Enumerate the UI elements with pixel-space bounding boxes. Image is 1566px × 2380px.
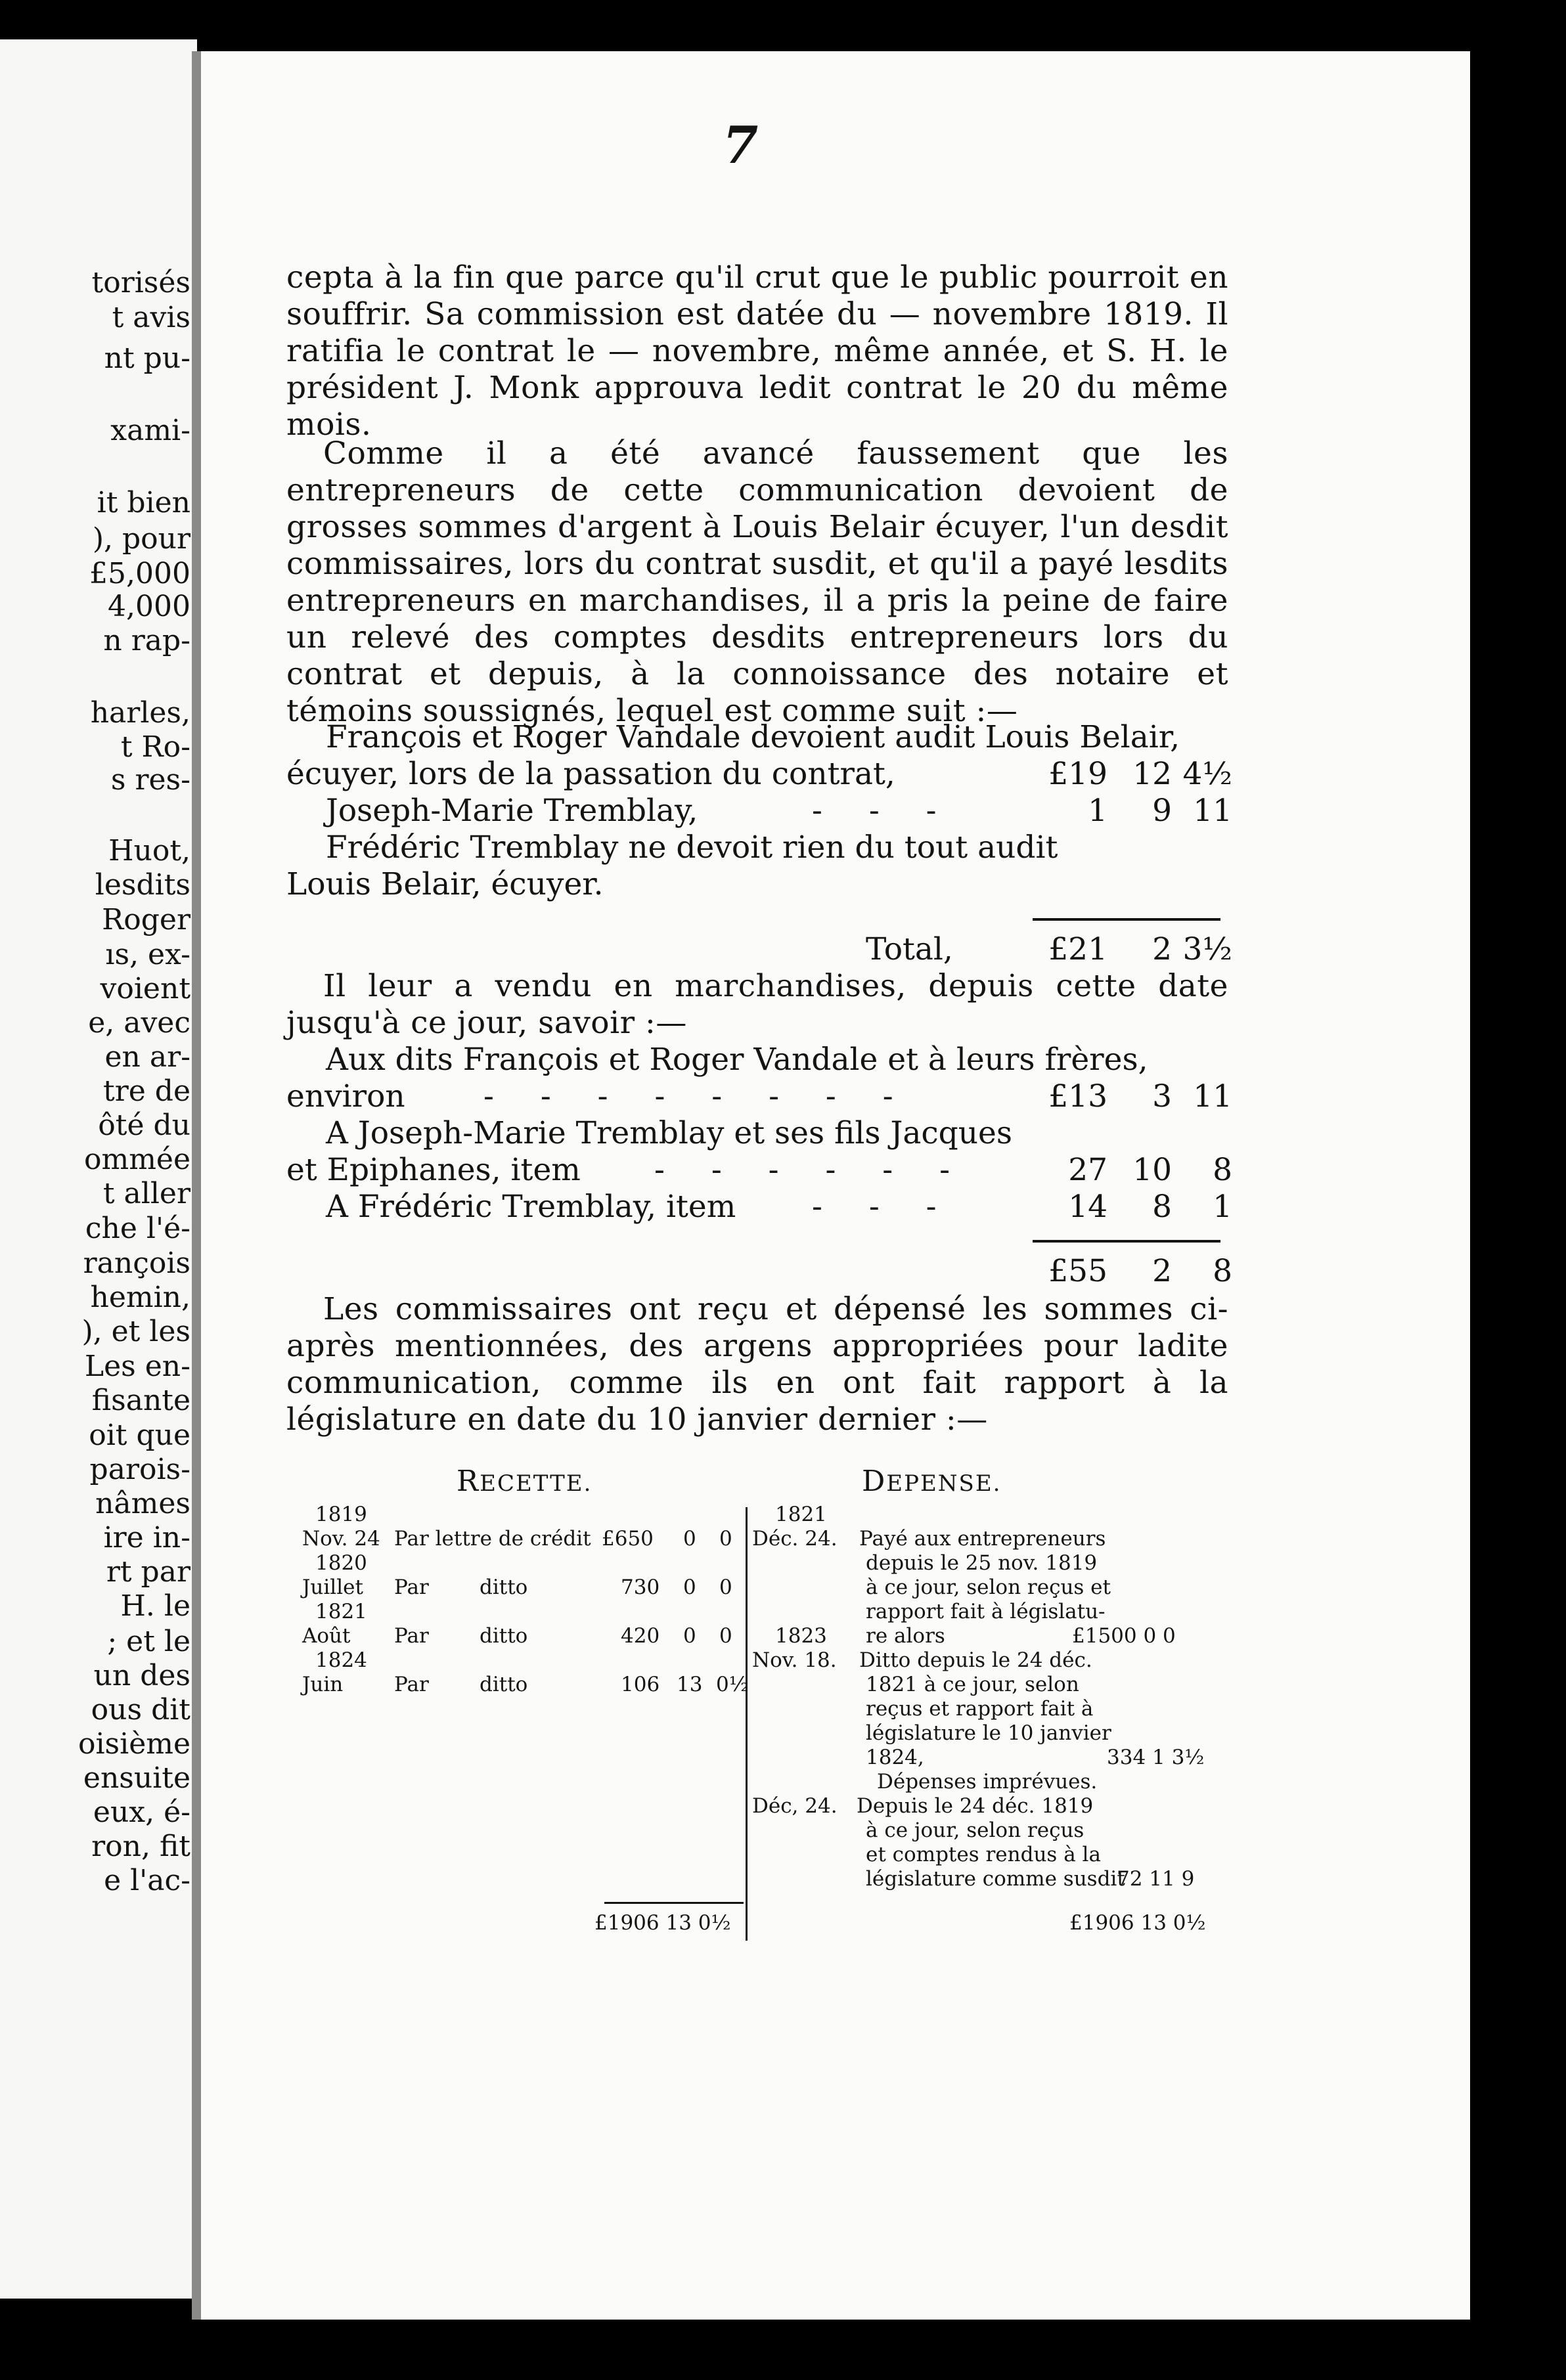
facing-page-line: harles, [90, 696, 190, 730]
body-paragraph-1: cepta à la fin que parce qu'il crut que le public pourroit en souffrir. Sa commission est datée du — novembre 1819. Il ratifia le contrat le — novembre, même année, et S. H. le président J. Monk approuva ledit contrat le 20 du même mois. [286, 259, 1228, 443]
recette-pounds: 420 [621, 1624, 660, 1648]
depense-entry-text: depuis le 25 nov. 1819 [866, 1551, 1098, 1575]
depense-entry-text: et comptes rendus à la [866, 1843, 1101, 1866]
page-number: 7 [723, 116, 759, 175]
facing-page-line: ensuite [83, 1761, 190, 1795]
facing-page-line: che l'é- [85, 1212, 190, 1245]
depense-amount: 334 1 3½ [1107, 1746, 1205, 1769]
recette-shillings: 13 [677, 1673, 703, 1696]
depense-entry-text: Depuis le 24 déc. 1819 [857, 1794, 1094, 1818]
depense-entry-text: à ce jour, selon reçus [866, 1818, 1085, 1842]
depense-entry-text: rapport fait à législatu- [866, 1600, 1106, 1623]
depense-entry-text: reçus et rapport fait à [866, 1697, 1094, 1721]
depense-amount: £1500 0 0 [1072, 1624, 1176, 1648]
recette-pence: 0 [719, 1624, 732, 1648]
facing-page-line: ), pour [92, 522, 190, 556]
facing-page-line: ıs, ex- [105, 938, 190, 971]
depense-entry-text: Payé aux entrepreneurs [859, 1527, 1106, 1551]
facing-page-line: hemin, [90, 1281, 190, 1314]
body-paragraph-2: Comme il a été avancé faussement que les entrepreneurs de cette communication devoient de grosses sommes d'argent à Louis Belair écuyer, l'un desdit commissaires, lors du contrat susdit, et qu'il a payé lesdits entrepreneurs en marchandises, il a pris la peine de faire un relevé des comptes desdits entrepreneurs lors du contrat et depuis, à la connoissance des notaire et témoins soussignés, lequel est comme suit :— [286, 435, 1228, 729]
total-rule [1033, 918, 1220, 921]
depense-heading: DEPENSE. [862, 1465, 1002, 1498]
recette-shillings: 0 [683, 1527, 696, 1551]
facing-page-line: voient [100, 972, 190, 1005]
depense-date: Déc. 24. [752, 1527, 838, 1551]
facing-page-line: torisés [91, 266, 190, 299]
recette-date: Juin [302, 1673, 344, 1696]
facing-page-line: t aller [102, 1177, 190, 1210]
recette-desc: Par [394, 1624, 429, 1648]
body-paragraph-3: Les commissaires ont reçu et dépensé les sommes ci-après mentionnées, des argens appropriées pour ladite communication, comme ils en ont fait rapport à la législature en date du 10 janvier dernier :— [286, 1291, 1228, 1438]
facing-page-line: ire in- [103, 1521, 190, 1554]
facing-page-line: Huot, [108, 834, 190, 868]
sales-total-rule [1033, 1240, 1220, 1243]
recette-pounds: 730 [621, 1576, 660, 1599]
recette-total-rule [604, 1902, 744, 1904]
depense-year: 1821 [775, 1503, 827, 1526]
facing-page-line: e, avec [88, 1006, 190, 1040]
depense-entry-text: re alors [866, 1624, 945, 1648]
facing-page-line: tre de [103, 1074, 190, 1108]
recette-total: £1906 13 0½ [594, 1911, 731, 1935]
depense-entry-text: législature comme susdit [866, 1867, 1125, 1891]
facing-page-line: nâmes [95, 1487, 190, 1520]
depense-amount: 72 11 9 [1117, 1867, 1195, 1891]
facing-page-line: oisième [78, 1727, 190, 1761]
facing-page-line: 4,000 [108, 590, 190, 623]
facing-page [0, 39, 197, 2299]
facing-page-line: ôté du [98, 1109, 190, 1142]
facing-page-line: fisante [91, 1384, 190, 1417]
facing-page-line: t avis [112, 301, 190, 334]
recette-heading: RECETTE. [457, 1465, 593, 1498]
recette-pence: 0 [719, 1576, 732, 1599]
facing-page-line: ron, fit [91, 1830, 190, 1863]
depense-date: Nov. 18. [752, 1648, 837, 1672]
facing-page-line: n rap- [103, 624, 190, 657]
recette-year: 1820 [315, 1551, 367, 1575]
facing-page-line: xami- [110, 414, 190, 447]
recette-ditto: ditto [480, 1624, 528, 1648]
recette-date: Nov. 24 [302, 1527, 380, 1551]
recette-date: Août [302, 1624, 351, 1648]
depense-entry-text: 1824, [866, 1746, 924, 1769]
recette-year: 1824 [315, 1648, 367, 1672]
page-gutter-shadow [192, 51, 201, 2320]
facing-page-line: t Ro- [120, 730, 190, 764]
depense-entry-text: à ce jour, selon reçus et [866, 1576, 1111, 1599]
facing-page-line: rançois [83, 1246, 190, 1280]
recette-year: 1819 [315, 1503, 367, 1526]
recette-pounds: 106 [621, 1673, 660, 1696]
recette-date: Juillet [302, 1576, 363, 1599]
facing-page-line: £5,000 [89, 557, 190, 590]
facing-page-line: parois- [89, 1453, 190, 1486]
recette-ditto: ditto [480, 1673, 528, 1696]
facing-page-line: s res- [110, 763, 190, 797]
depense-total: £1906 13 0½ [1069, 1911, 1206, 1935]
facing-page-line: ), et les [81, 1315, 190, 1348]
facing-page-line: Roger [102, 903, 190, 937]
recette-desc: Par [394, 1673, 429, 1696]
recette-year: 1821 [315, 1600, 367, 1623]
recette-shillings: 0 [683, 1576, 696, 1599]
sales-intro: Il leur a vendu en marchandises, depuis cette date jusqu'à ce jour, savoir :— [286, 968, 1228, 1041]
depense-year: 1823 [775, 1624, 827, 1648]
facing-page-line: lesdits [95, 868, 190, 902]
facing-page-line: un des [93, 1659, 190, 1692]
facing-page-line: H. le [120, 1589, 190, 1623]
facing-page-line: ; et le [107, 1625, 190, 1658]
recette-desc: Par [394, 1576, 429, 1599]
facing-page-line: rt par [106, 1555, 190, 1589]
facing-page-line: Les en- [84, 1350, 190, 1383]
depense-entry-text: législature le 10 janvier [866, 1721, 1111, 1745]
facing-page-line: e l'ac- [104, 1864, 190, 1897]
depense-entry-text: Ditto depuis le 24 déc. [859, 1648, 1092, 1672]
facing-page-line: nt pu- [104, 342, 190, 375]
recette-pence: 0½ [716, 1673, 749, 1696]
recette-pence: 0 [719, 1527, 732, 1551]
recette-pounds: £650 [602, 1527, 654, 1551]
facing-page-line: it bien [97, 486, 190, 519]
depense-date: Déc, 24. [752, 1794, 838, 1818]
recette-desc: Par lettre de crédit [394, 1527, 591, 1551]
depense-entry-text: 1821 à ce jour, selon [866, 1673, 1079, 1696]
recette-ditto: ditto [480, 1576, 528, 1599]
depense-note: Dépenses imprévues. [877, 1770, 1098, 1794]
facing-page-line: ous dit [91, 1693, 190, 1727]
facing-page-line: oit que [89, 1419, 190, 1452]
column-divider [746, 1507, 748, 1941]
facing-page-line: eux, é- [93, 1796, 190, 1829]
facing-page-line: en ar- [104, 1040, 190, 1074]
facing-page-line: ommée [83, 1143, 190, 1176]
recette-shillings: 0 [683, 1624, 696, 1648]
